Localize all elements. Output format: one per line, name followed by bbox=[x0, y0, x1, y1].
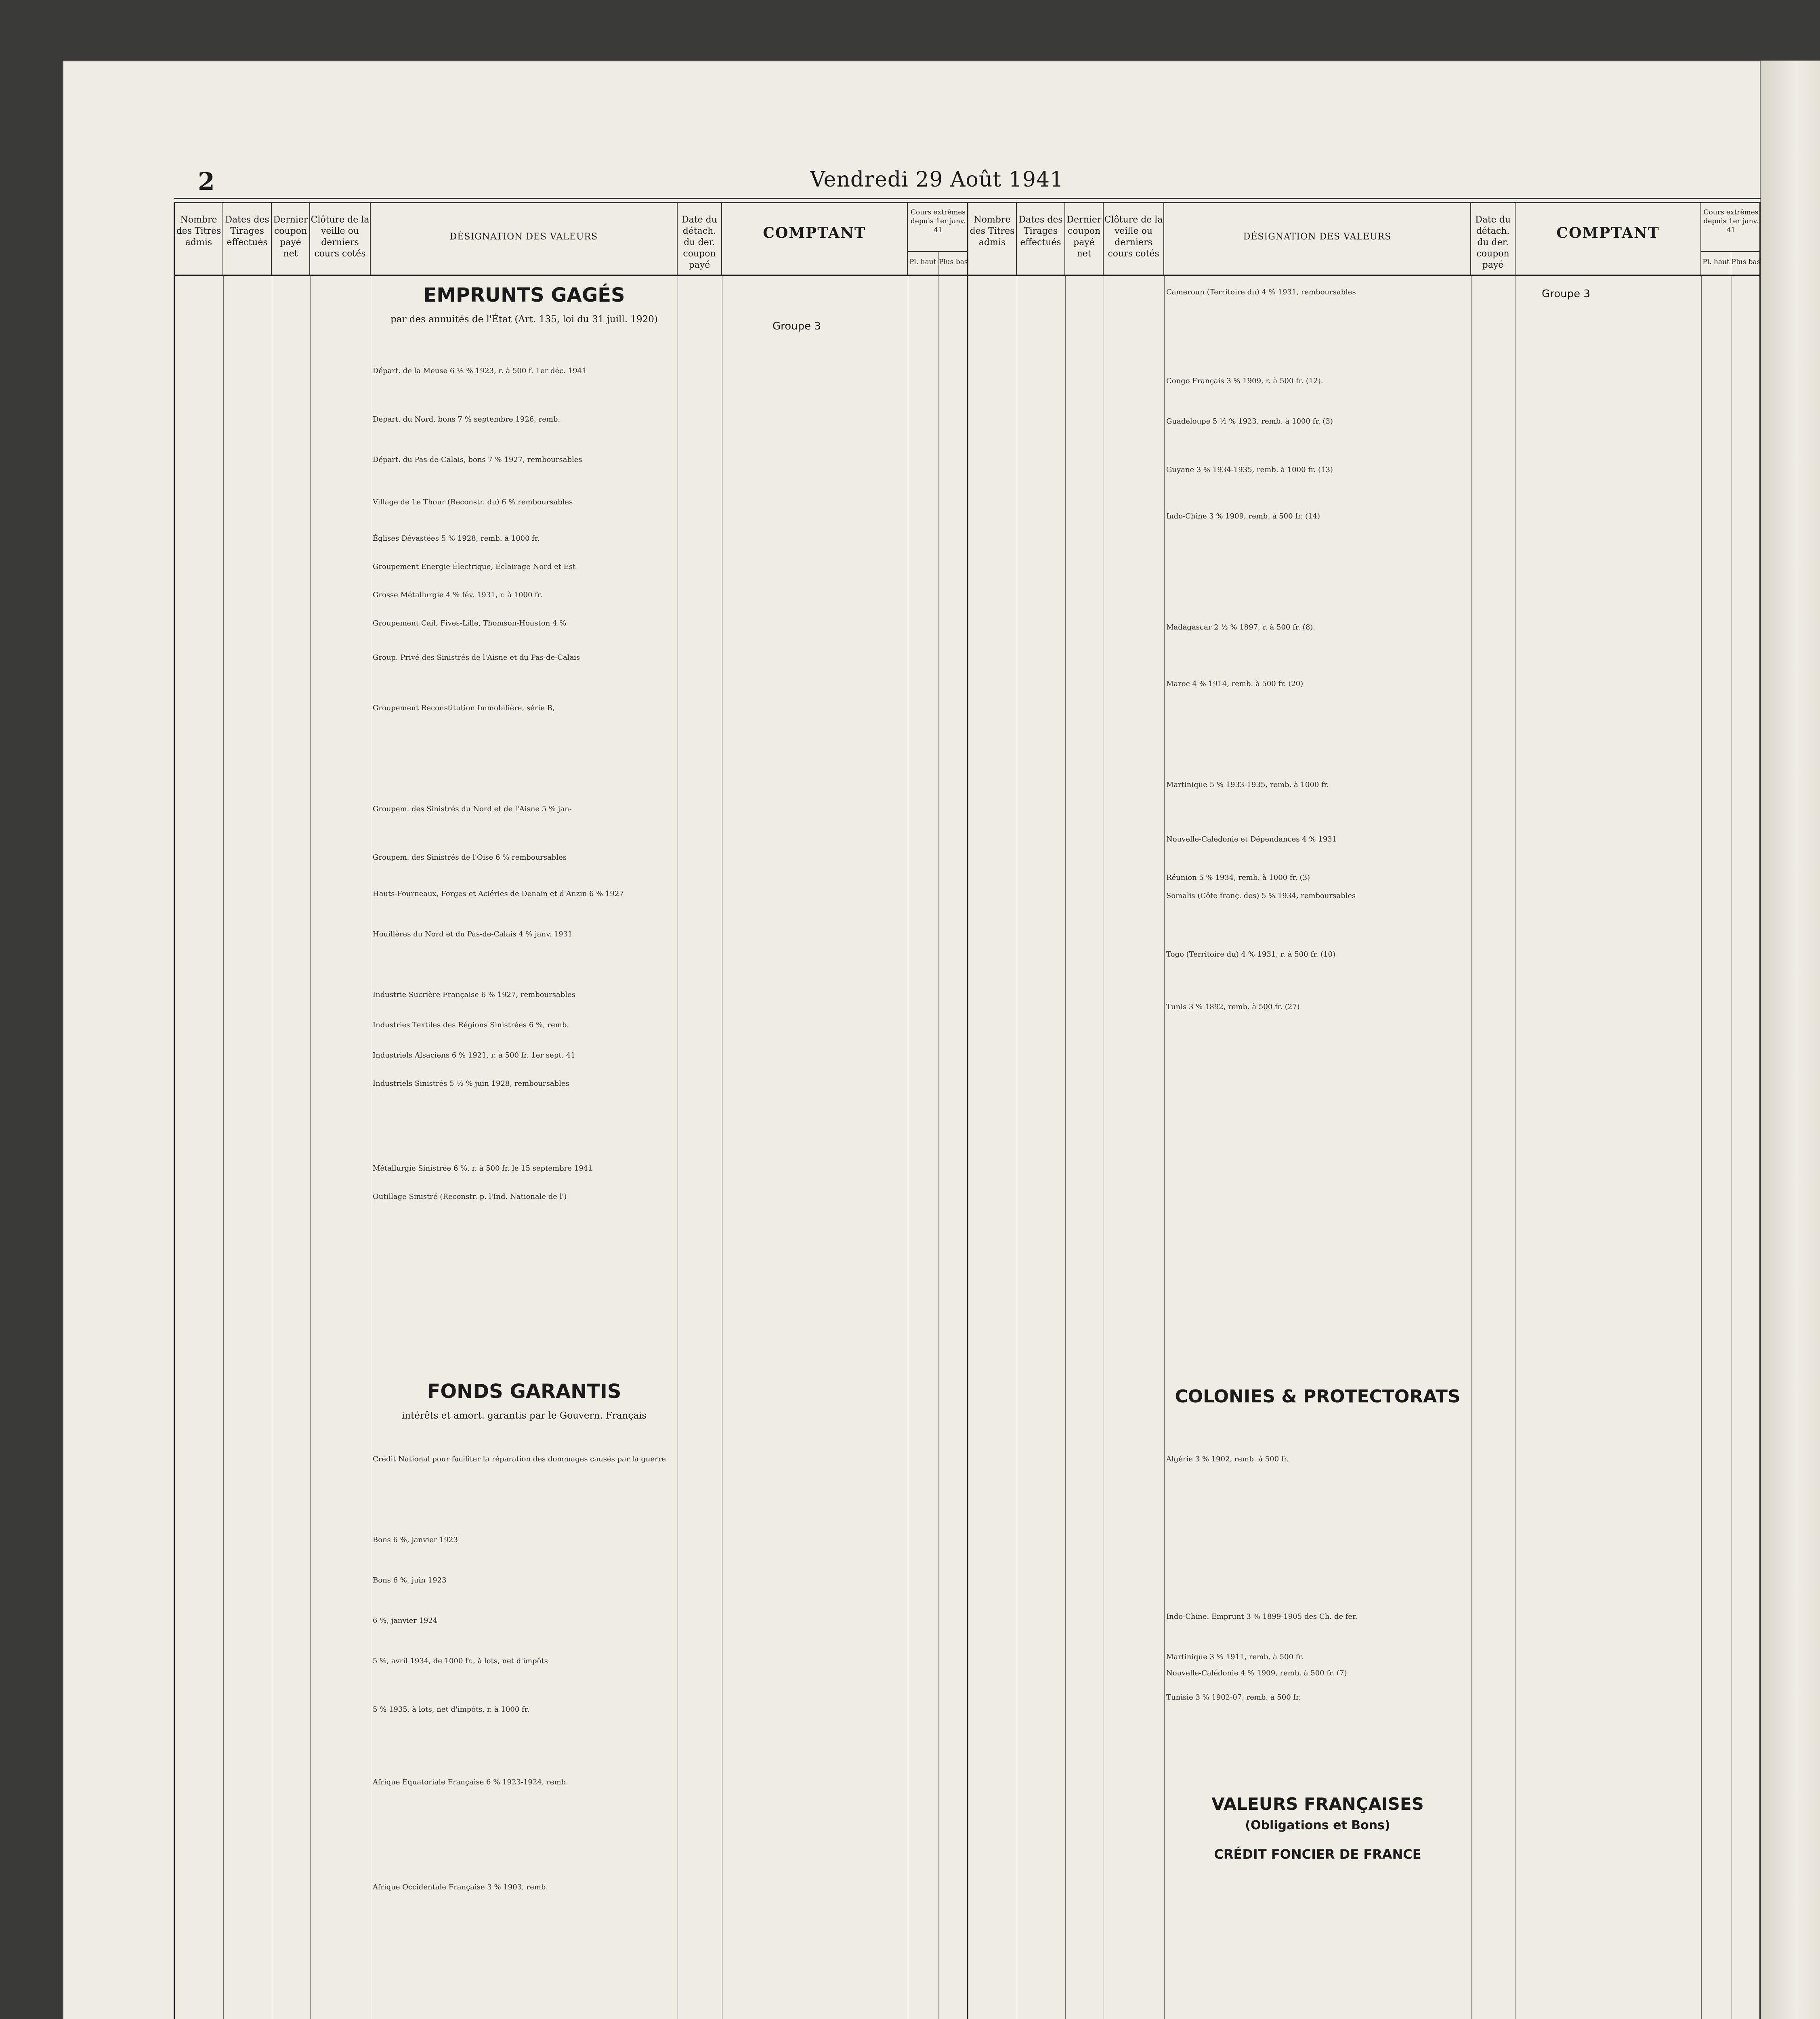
date-line: Vendredi 29 Août 1941 bbox=[810, 168, 1064, 192]
col-nombre: Nombre des Titres admis bbox=[175, 203, 223, 275]
col-cloture-right: Clôture de la veille ou derniers cours cotés bbox=[1104, 203, 1164, 275]
designation-text: Industriels Alsaciens 6 % 1921, r. à 500 fr. 1er sept. 41 bbox=[373, 1051, 575, 1060]
designation-text: Réunion 5 % 1934, remb. à 1000 fr. (3) bbox=[1166, 873, 1310, 882]
designation-text: Départ. de la Meuse 6 ½ % 1923, r. à 500 f. 1er déc. 1941 bbox=[373, 367, 587, 375]
col-designation-right: DÉSIGNATION DES VALEURS bbox=[1164, 203, 1471, 275]
subtitle-valeurs: (Obligations et Bons) bbox=[1245, 1818, 1390, 1832]
designation-text: Indo-Chine. Emprunt 3 % 1899-1905 des Ch. de fer. bbox=[1166, 1612, 1358, 1621]
designation-text: 6 %, janvier 1924 bbox=[373, 1616, 438, 1625]
designation-text: Martinique 5 % 1933-1935, remb. à 1000 fr. bbox=[1166, 781, 1329, 789]
subtitle-fonds-garantis: intérêts et amort. garantis par le Gouvern. Français bbox=[401, 1410, 647, 1421]
title-credit-foncier: CRÉDIT FONCIER DE FRANCE bbox=[1214, 1847, 1421, 1862]
designation-text: Nouvelle-Calédonie et Dépendances 4 % 1931 bbox=[1166, 835, 1337, 844]
left-body bbox=[175, 276, 967, 2019]
col-cours-extremes bbox=[908, 203, 968, 275]
title-valeurs-francaises: VALEURS FRANÇAISES bbox=[1211, 1794, 1424, 1814]
designation-text: Crédit National pour faciliter la réparation des dommages causés par la guerre bbox=[373, 1455, 666, 1463]
designation-text: Group. Privé des Sinistrés de l'Aisne et du Pas-de-Calais bbox=[373, 653, 580, 662]
designation-text: 5 % 1935, à lots, net d'impôts, r. à 1000 fr. bbox=[373, 1705, 530, 1714]
designation-text: Afrique Équatoriale Française 6 % 1923-1924, remb. bbox=[373, 1778, 568, 1786]
designation-text: Guadeloupe 5 ½ % 1923, remb. à 1000 fr. (3) bbox=[1166, 417, 1333, 426]
designation-text: Guyane 3 % 1934-1935, remb. à 1000 fr. (13) bbox=[1166, 466, 1333, 474]
designation-text: Industrie Sucrière Française 6 % 1927, remboursables bbox=[373, 991, 575, 999]
designation-text: Nouvelle-Calédonie 4 % 1909, remb. à 500 fr. (7) bbox=[1166, 1669, 1347, 1677]
col-dernier-coupon: Dernier coupon payé net bbox=[272, 203, 310, 275]
running-head bbox=[137, 164, 1736, 196]
designation-text: Togo (Territoire du) 4 % 1931, r. à 500 fr. (10) bbox=[1166, 950, 1335, 959]
next-page-edge bbox=[1761, 61, 1820, 2019]
col-designation: DÉSIGNATION DES VALEURS bbox=[371, 203, 678, 275]
designation-text: Groupem. des Sinistrés de l'Oise 6 % remboursables bbox=[373, 853, 567, 862]
col-comptant-right: COMPTANT bbox=[1516, 203, 1701, 275]
left-header bbox=[175, 203, 967, 276]
title-fonds-garantis: FONDS GARANTIS bbox=[427, 1380, 621, 1403]
designation-text: Cameroun (Territoire du) 4 % 1931, remboursables bbox=[1166, 288, 1356, 296]
designation-text: Indo-Chine 3 % 1909, remb. à 500 fr. (14) bbox=[1166, 512, 1320, 520]
designation-text: Bons 6 %, janvier 1923 bbox=[373, 1536, 458, 1544]
right-header bbox=[968, 203, 1761, 276]
col-plus-bas-right: Plus bas bbox=[1731, 258, 1761, 266]
col-dernier-coupon-right: Dernier coupon payé net bbox=[1065, 203, 1104, 275]
col-pl-haut-right: Pl. haut bbox=[1701, 252, 1731, 275]
designation-text: Tunisie 3 % 1902-07, remb. à 500 fr. bbox=[1166, 1693, 1301, 1702]
group-3-left: Groupe 3 bbox=[773, 320, 821, 332]
cours-extremes-label-right: Cours extrêmes depuis 1er janv. 41 bbox=[1703, 208, 1759, 234]
right-half bbox=[968, 203, 1761, 2019]
designation-text: Congo Français 3 % 1909, r. à 500 fr. (12). bbox=[1166, 377, 1323, 385]
designation-text: Industriels Sinistrés 5 ½ % juin 1928, remboursables bbox=[373, 1079, 569, 1088]
col-pl-haut: Pl. haut bbox=[908, 252, 938, 275]
col-date-detach-right: Date du détach. du der. coupon payé bbox=[1471, 203, 1516, 275]
designation-text: Groupement Énergie Électrique, Éclairage Nord et Est bbox=[373, 562, 576, 571]
title-colonies: COLONIES & PROTECTORATS bbox=[1175, 1386, 1461, 1407]
designation-text: Groupem. des Sinistrés du Nord et de l'Aisne 5 % jan- bbox=[373, 805, 572, 813]
subtitle-emprunts-gages: par des annuités de l'État (Art. 135, loi du 31 juill. 1920) bbox=[390, 314, 658, 325]
col-nombre-right: Nombre des Titres admis bbox=[968, 203, 1017, 275]
designation-text: Martinique 3 % 1911, remb. à 500 fr. bbox=[1166, 1653, 1304, 1661]
designation-text: Afrique Occidentale Française 3 % 1903, remb. bbox=[373, 1883, 548, 1891]
designation-text: Hauts-Fourneaux, Forges et Aciéries de Denain et d'Anzin 6 % 1927 bbox=[373, 890, 624, 898]
designation-text: Maroc 4 % 1914, remb. à 500 fr. (20) bbox=[1166, 680, 1304, 688]
col-dates: Dates des Tirages effectués bbox=[223, 203, 272, 275]
designation-text: Grosse Métallurgie 4 % fév. 1931, r. à 1000 fr. bbox=[373, 591, 543, 599]
designation-text: Industries Textiles des Régions Sinistrées 6 %, remb. bbox=[373, 1021, 569, 1029]
designation-text: Algérie 3 % 1902, remb. à 500 fr. bbox=[1166, 1455, 1289, 1463]
designation-text: Départ. du Pas-de-Calais, bons 7 % 1927, remboursables bbox=[373, 455, 582, 464]
designation-text: Métallurgie Sinistrée 6 %, r. à 500 fr. le 15 septembre 1941 bbox=[373, 1164, 593, 1173]
designation-text: Houillères du Nord et du Pas-de-Calais 4 % janv. 1931 bbox=[373, 930, 573, 938]
designation-text: Églises Dévastées 5 % 1928, remb. à 1000 fr. bbox=[373, 534, 540, 543]
designation-text: Somalis (Côte franç. des) 5 % 1934, remboursables bbox=[1166, 892, 1356, 900]
designation-text: Madagascar 2 ½ % 1897, r. à 500 fr. (8). bbox=[1166, 623, 1316, 632]
designation-text: Village de Le Thour (Reconstr. du) 6 % remboursables bbox=[373, 498, 573, 506]
col-cloture: Clôture de la veille ou derniers cours cotés bbox=[310, 203, 371, 275]
col-dates-right: Dates des Tirages effectués bbox=[1017, 203, 1065, 275]
designation-text: Tunis 3 % 1892, remb. à 500 fr. (27) bbox=[1166, 1003, 1300, 1011]
col-plus-bas: Plus bas bbox=[938, 258, 968, 266]
designation-text: Départ. du Nord, bons 7 % septembre 1926, remb. bbox=[373, 415, 560, 424]
quotation-table bbox=[174, 202, 1761, 2019]
left-half bbox=[175, 203, 968, 2019]
page-number: 2 bbox=[198, 168, 215, 196]
designation-text: Groupement Reconstitution Immobilière, série B, bbox=[373, 704, 555, 712]
designation-text: Outillage Sinistré (Reconstr. p. l'Ind. Nationale de l') bbox=[373, 1192, 567, 1201]
group-3-right: Groupe 3 bbox=[1542, 288, 1590, 300]
top-rule bbox=[174, 198, 1761, 199]
col-date-detach: Date du détach. du der. coupon payé bbox=[678, 203, 722, 275]
cours-extremes-label: Cours extrêmes depuis 1er janv. 41 bbox=[910, 208, 966, 234]
designation-text: Bons 6 %, juin 1923 bbox=[373, 1576, 447, 1585]
col-comptant: COMPTANT bbox=[722, 203, 908, 275]
col-cours-extremes-right bbox=[1701, 203, 1761, 275]
right-body bbox=[968, 276, 1761, 2019]
designation-text: 5 %, avril 1934, de 1000 fr., à lots, net d'impôts bbox=[373, 1657, 548, 1665]
designation-text: Groupement Cail, Fives-Lille, Thomson-Houston 4 % bbox=[373, 619, 567, 628]
title-emprunts-gages: EMPRUNTS GAGÉS bbox=[423, 284, 625, 306]
